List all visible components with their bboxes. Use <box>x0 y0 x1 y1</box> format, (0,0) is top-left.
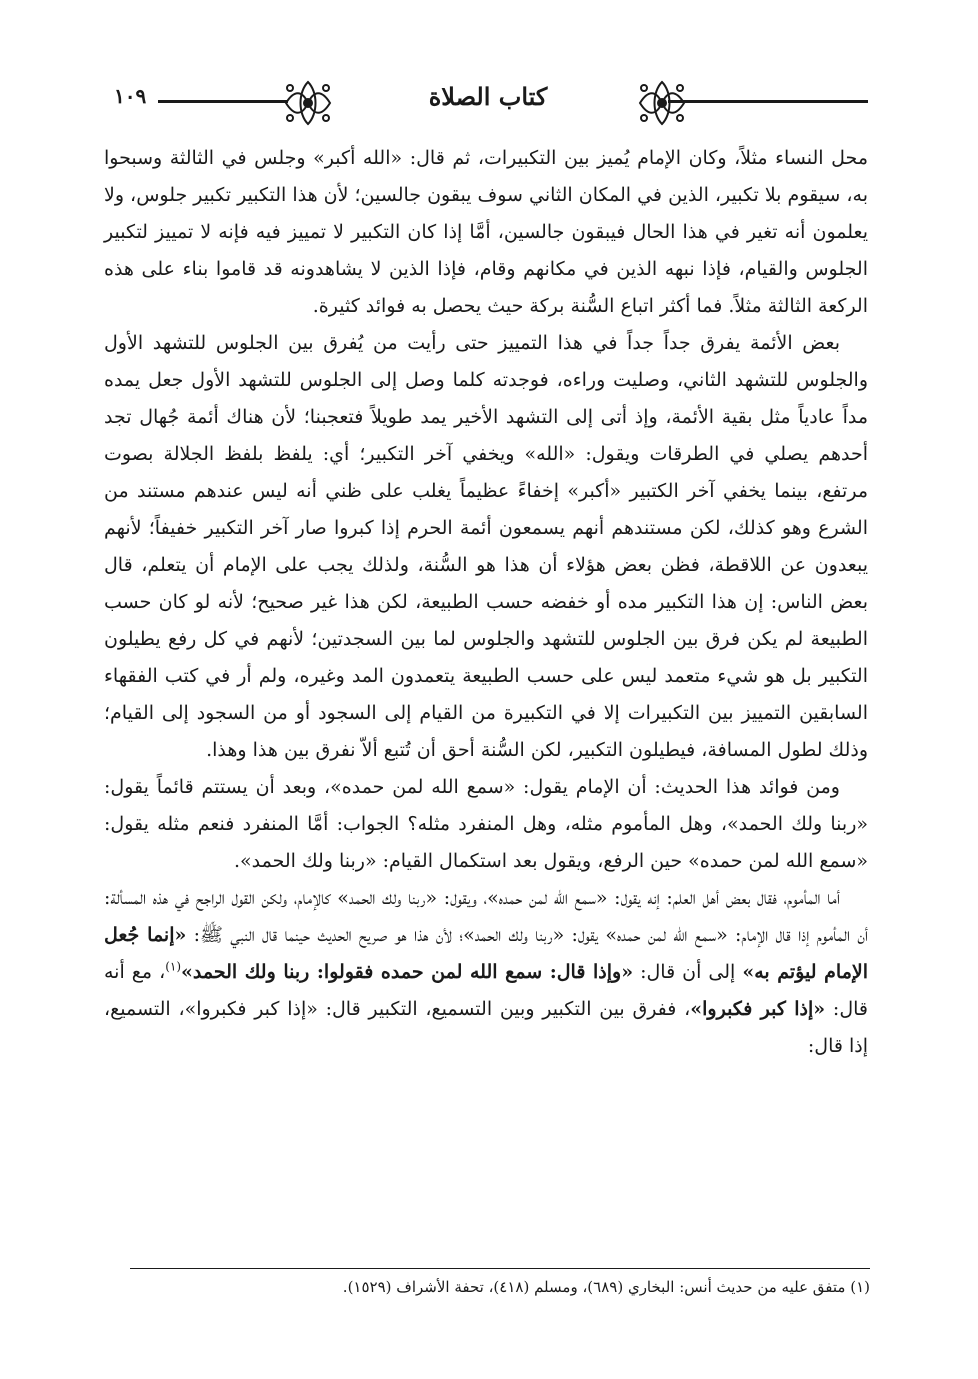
paragraph-text: أما المأموم، فقال بعض أهل العلم: إنه يقول: «سمع الله لمن حمده»، ويقول: «ربنا ولك الحمد» كالإمام، ولكن القول الراجح في هذه المسألة: أن المأموم إذا قال الإمام: «سمع الله لمن حمده» يقول: «ربنا ولك الحمد»؛ لأن هذا هو صريح الحديث حينما قال النبي ﷺ: <box>104 887 868 946</box>
paragraph <box>104 880 868 1065</box>
hadith-quote: «إنما جُعل الإمام ليؤتم به» <box>104 924 868 983</box>
paragraph-text: ، ففرق بين التكبير وبين التسميع، التكبير قال: «إذا كبر فكبروا»، التسميع، إذا قال: <box>104 998 868 1057</box>
footnote: (١) متفق عليه من حديث أنس: البخاري (٦٨٩)، ومسلم (٤١٨)، تحفة الأشراف (١٥٢٩). <box>342 1278 870 1296</box>
paragraph: ومن فوائد هذا الحديث: أن الإمام يقول: «سمع الله لمن حمده»، وبعد أن يستتم قائماً يقول: «ربنا ولك الحمد»، وهل المأموم مثله، وهل المنفرد مثله؟ الجواب: أمَّا المنفرد فنعم مثله يقول: «سمع الله لمن حمده» حين الرفع، ويقول بعد استكمال القيام: «ربنا ولك الحمد». <box>104 776 868 872</box>
page-number: ١٠٩ <box>114 84 147 108</box>
hadith-quote: «وإذا قال: سمع الله لمن حمده فقولوا: ربنا ولك الحمد» <box>181 961 634 983</box>
header-title: كتاب الصلاة <box>428 82 548 111</box>
page-header <box>108 78 868 128</box>
footnote-marker: (١) <box>165 959 182 974</box>
hadith-quote: «إذا كبر فكبروا» <box>690 998 826 1020</box>
paragraph: بعض الأئمة يفرق جداً جداً في هذا التمييز حتى رأيت من يُفرق بين الجلوس للتشهد الأول والجلوس للتشهد الثاني، وصليت وراءه، فوجدته كلما وصل إلى الجلوس للتشهد الأول جعل يمده مداً عادياً مثل بقية الأئمة، وإذ أتى إلى التشهد الأخير يمد طويلاً فتعجبنا؛ لأن هناك أئمة جُهال تجد أحدهم يصلي في الطرقات ويقول: «الله» ويخفي آخر التكبير؛ أي: يلفظ بلفظ الجلالة بصوت مرتفع، بينما يخفي آخر الكتبير «أكبر» إخفاءً عظيماً يغلب على ظني أنه ليس عندهم مستند من الشرع وهو كذلك، لكن مستندهم أنهم يسمعون أئمة الحرم إذا كبروا صار آخر التكبير خفيفاً؛ لأنهم يبعدون عن اللاقطة، فظن بعض هؤلاء أن هذا هو السُّنة، ولذلك يجب على الإمام أن يتعلم، قال بعض الناس: إن هذا التكبير مده أو خفضه حسب الطبيعة، لكن هذا غير صحيح؛ لأنه لو كان حسب الطبيعة لم يكن فرق بين الجلوس للتشهد والجلوس لما بين السجدتين؛ لأنهم في كل رفع يطيلون التكبير بل هو شيء متعمد ليس على حسب الطبيعة يتعمدون المد وغيره، ولم أر في كتب الفقهاء السابقين التمييز بين التكبيرات إلا في التكبيرة من القيام إلى السجود أو من السجود إلى القيام؛ وذلك لطول المسافة، فيطيلون التكبير، لكن السُّنة أحق أن تُتبع ألاّ نفرق بين هذا وهذا. <box>104 332 868 761</box>
paragraph: محل النساء مثلاً، وكان الإمام يُميز بين التكبيرات، ثم قال: «الله أكبر» وجلس في الثالثة وسبحوا به، سيقوم بلا تكبير، الذين في المكان الثاني سوف يبقون جالسين؛ لأن هذا التكبير تكبير جلوس، ولا يعلمون أنه تغير في هذا الحال فيبقون جالسين، أمَّا إذا كان التكبير لا تمييز فيه فإنه لا تمييز لتكبير الجلوس والقيام، فإذا نبهه الذين في مكانهم وقام، فإذا الذين لا يشاهدونه قد قاموا بناء على هذه الركعة الثالثة مثلاً. فما أكثر اتباع السُّنة بركة حيث يحصل به فوائد كثيرة. <box>104 147 868 317</box>
ornament-icon <box>280 78 336 128</box>
body-text <box>104 140 868 1065</box>
paragraph-text: ، مع أنه قال: <box>104 961 868 1020</box>
paragraph-text: إلى أن قال: <box>633 961 743 983</box>
footnote-divider <box>130 1268 870 1269</box>
